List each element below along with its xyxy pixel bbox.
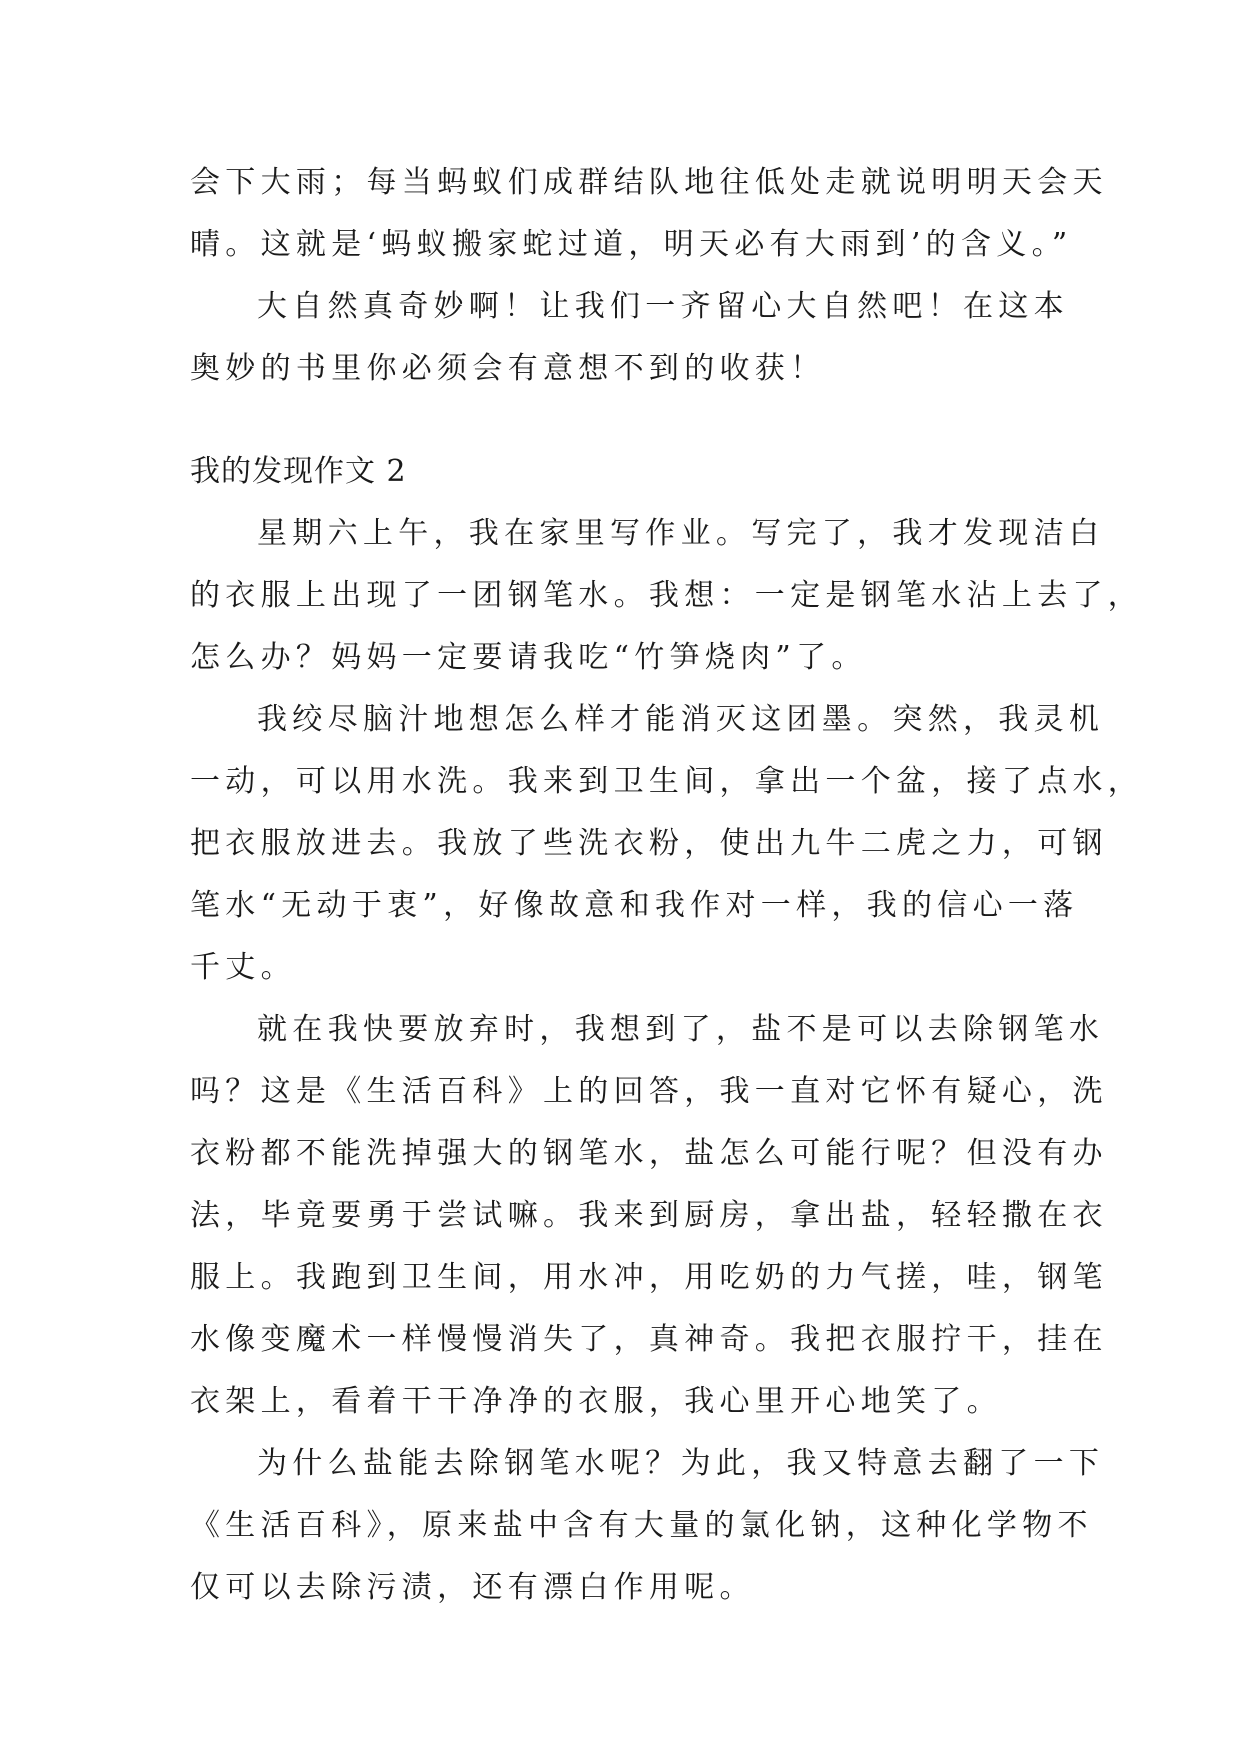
text-line: 怎么办？妈妈一定要请我吃“竹笋烧肉”了。 [190, 640, 867, 675]
text-line: 晴。这就是‘蚂蚁搬家蛇过道，明天必有大雨到’的含义。” [190, 227, 1073, 262]
text-line: 一动，可以用水洗。我来到卫生间，拿出一个盆，接了点水， [190, 764, 1144, 799]
text-line: 星期六上午，我在家里写作业。写完了，我才发现洁白 [257, 516, 1105, 551]
text-line: 我绞尽脑汁地想怎么样才能消灭这团墨。突然，我灵机 [257, 702, 1105, 737]
text-line: 就在我快要放弃时，我想到了，盐不是可以去除钢笔水 [257, 1012, 1105, 1047]
text-line: 水像变魔术一样慢慢消失了，真神奇。我把衣服拧干，挂在 [190, 1322, 1108, 1357]
text-line: 服上。我跑到卫生间，用水冲，用吃奶的力气搓，哇，钢笔 [190, 1260, 1108, 1295]
text-line: 衣架上，看着干干净净的衣服，我心里开心地笑了。 [190, 1384, 1002, 1419]
text-line: 笔水“无动于衷”，好像故意和我作对一样，我的信心一落 [190, 888, 1079, 923]
text-line: 千丈。 [190, 950, 296, 985]
text-line: 把衣服放进去。我放了些洗衣粉，使出九牛二虎之力，可钢 [190, 826, 1108, 861]
text-line: 的衣服上出现了一团钢笔水。我想：一定是钢笔水沾上去了， [190, 578, 1144, 613]
text-line: 法，毕竟要勇于尝试嘛。我来到厨房，拿出盐，轻轻撒在衣 [190, 1198, 1108, 1233]
text-line: 奥妙的书里你必须会有意想不到的收获！ [190, 351, 826, 386]
essay-title: 我的发现作文 2 [190, 454, 407, 489]
text-line: 仅可以去除污渍，还有漂白作用呢。 [190, 1570, 755, 1605]
text-line: 大自然真奇妙啊！让我们一齐留心大自然吧！在这本 [257, 289, 1069, 324]
text-line: 吗？这是《生活百科》上的回答，我一直对它怀有疑心，洗 [190, 1074, 1108, 1109]
text-line: 《生活百科》，原来盐中含有大量的氯化钠，这种化学物不 [190, 1508, 1093, 1543]
text-line: 衣粉都不能洗掉强大的钢笔水，盐怎么可能行呢？但没有办 [190, 1136, 1108, 1171]
text-line: 为什么盐能去除钢笔水呢？为此，我又特意去翻了一下 [257, 1446, 1105, 1481]
text-line: 会下大雨；每当蚂蚁们成群结队地往低处走就说明明天会天 [190, 165, 1108, 200]
